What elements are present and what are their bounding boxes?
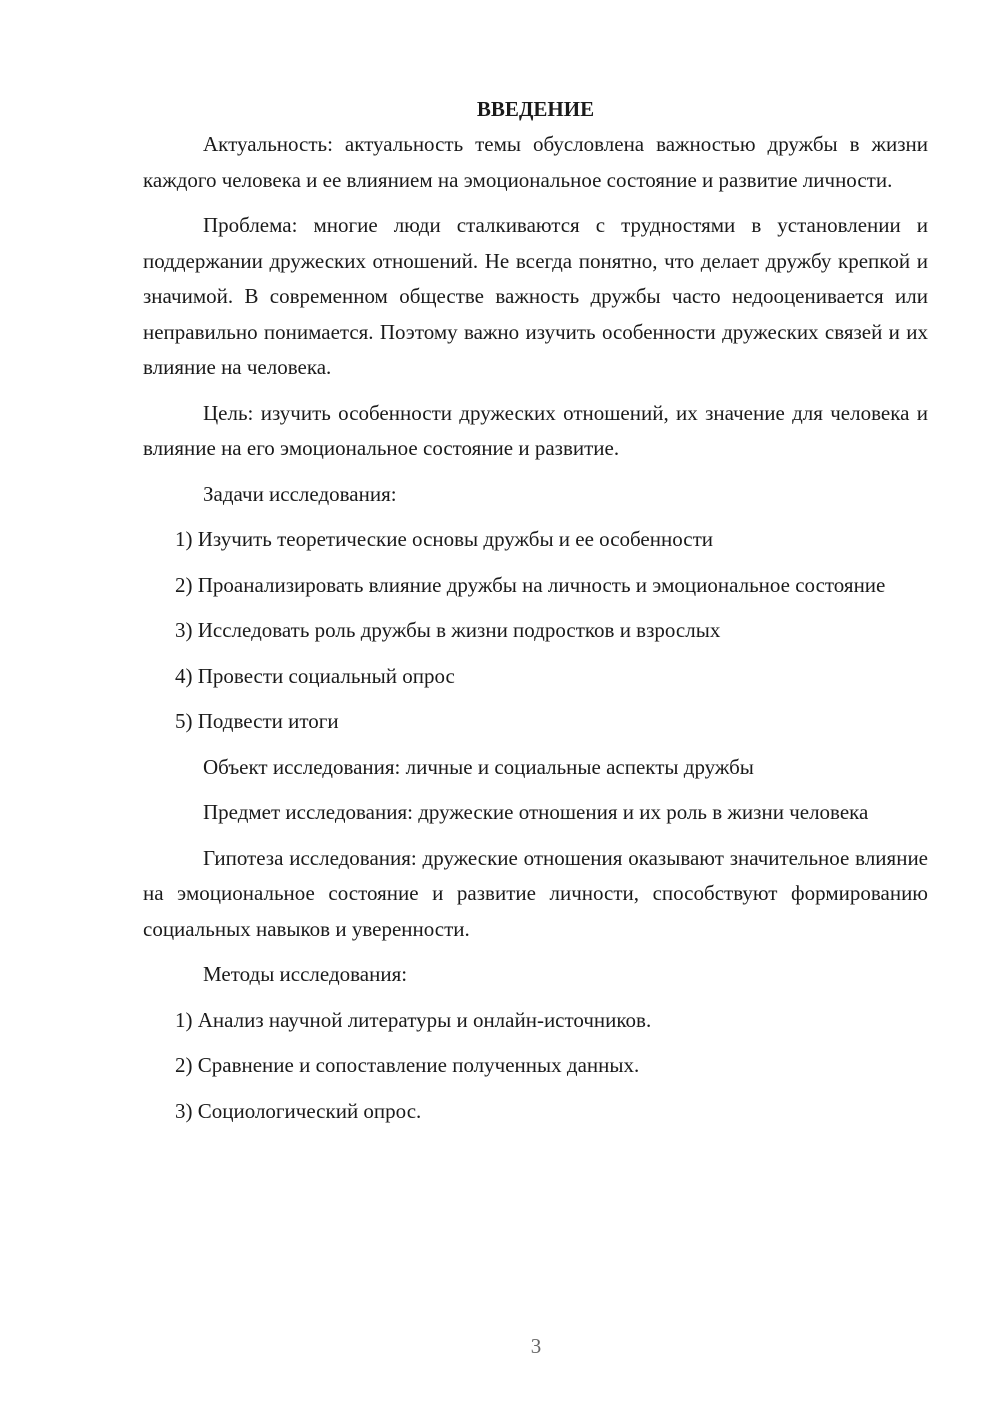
task-item: 5) Подвести итоги bbox=[175, 709, 339, 733]
page-number: 3 bbox=[530, 1334, 542, 1358]
goal-paragraph: Цель: изучить особенности дружеских отношений, их значение для человека и влияние на его эмоциональное состояние и развитие. bbox=[143, 400, 928, 460]
relevance-paragraph: Актуальность: актуальность темы обусловлена важностью дружбы в жизни каждого человека и ее влиянием на эмоциональное состояние и развитие личности. bbox=[143, 132, 928, 192]
hypothesis-paragraph: Гипотеза исследования: дружеские отношения оказывают значительное влияние на эмоциональное состояние и развитие личности, способствуют формированию социальных навыков и уверенности. bbox=[143, 845, 928, 941]
task-item: 1) Изучить теоретические основы дружбы и ее особенности bbox=[175, 527, 713, 551]
object-paragraph: Объект исследования: личные и социальные аспекты дружбы bbox=[203, 754, 754, 779]
methods-heading: Методы исследования: bbox=[203, 962, 408, 986]
task-item: 2) Проанализировать влияние дружбы на личность и эмоциональное состояние bbox=[175, 572, 886, 597]
subject-paragraph: Предмет исследования: дружеские отношения и их роль в жизни человека bbox=[203, 800, 869, 824]
document-page bbox=[143, 92, 928, 1139]
task-item: 3) Исследовать роль дружбы в жизни подростков и взрослых bbox=[175, 618, 721, 642]
method-item: 1) Анализ научной литературы и онлайн-источников. bbox=[175, 1007, 652, 1032]
task-item: 4) Провести социальный опрос bbox=[175, 663, 455, 688]
method-item: 3) Социологический опрос. bbox=[175, 1098, 422, 1123]
problem-paragraph: Проблема: многие люди сталкиваются с трудностями в установлении и поддержании дружеских отношений. Не всегда понятно, что делает дружбу крепкой и значимой. В современном обществе важность дружбы часто недооценивается или неправильно понимается. Поэтому важно изучить особенности дружеских связей и их влияние на человека. bbox=[143, 213, 928, 379]
tasks-heading: Задачи исследования: bbox=[203, 481, 397, 506]
method-item: 2) Сравнение и сопоставление полученных данных. bbox=[175, 1053, 640, 1077]
page-title: ВВЕДЕНИЕ bbox=[476, 97, 595, 121]
